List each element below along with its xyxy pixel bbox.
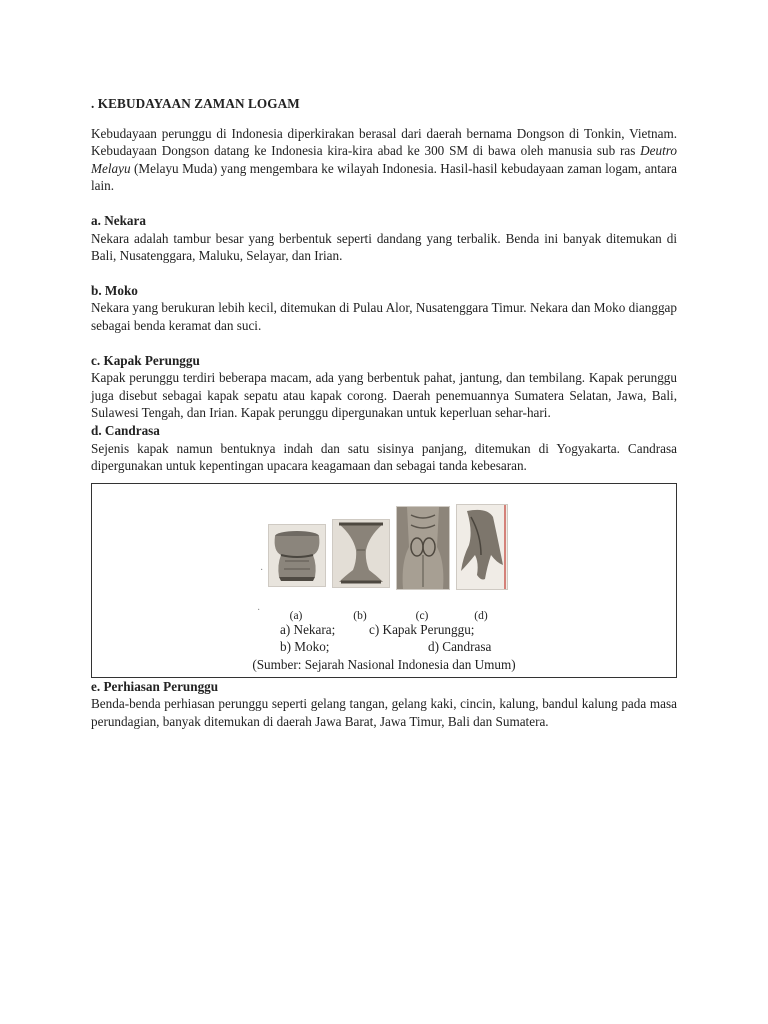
body-moko: Nekara yang berukuran lebih kecil, ditemukan di Pulau Alor, Nusatenggara Timur. Nekara dan Moko dianggap sebagai benda keramat dan suci. — [91, 300, 677, 333]
heading-nekara: a. Nekara — [91, 212, 146, 228]
nekara-drum-icon — [269, 525, 325, 586]
moko-image — [332, 519, 390, 588]
caption-nekara: a) Nekara; — [280, 621, 336, 637]
moko-drum-icon — [333, 520, 389, 587]
bronze-axe-icon — [397, 507, 449, 589]
document-page — [91, 95, 677, 730]
document-title: . KEBUDAYAAN ZAMAN LOGAM — [91, 96, 300, 111]
nekara-image — [268, 524, 326, 587]
intro-italic-term: Deutro Melayu — [91, 143, 677, 176]
candrasa-axe-icon — [457, 505, 507, 589]
body-kapak-perunggu: Kapak perunggu terdiri beberapa macam, ada yang berbentuk pahat, jantung, dan tembilang. Kapak perunggu juga disebut sebagai kapak sepatu atau kapak corong. Daerah penemuannya Sumatera Selatan, Jawa, Bali, Sulawesi Tengah, dan Irian. Kapak perunggu dipergunakan untuk keperluan sehar-hari. — [91, 370, 677, 421]
figure-label-d: (d) — [474, 609, 488, 622]
figure-label-a: (a) — [289, 609, 303, 622]
heading-perhiasan-perunggu: e. Perhiasan Perunggu — [91, 678, 219, 694]
heading-moko: b. Moko — [91, 282, 138, 298]
caption-candrasa: d) Candrasa — [428, 639, 492, 655]
kapak-perunggu-image — [396, 506, 450, 590]
candrasa-image — [456, 504, 508, 590]
figure-source: (Sumber: Sejarah Nasional Indonesia dan Umum) — [252, 656, 516, 672]
body-perhiasan-perunggu: Benda-benda perhiasan perunggu seperti gelang tangan, gelang kaki, cincin, kalung, bandul kalung pada masa perundagian, banyak ditemukan di daerah Jawa Barat, Jawa Timur, Bali dan Sumatera. — [91, 696, 677, 729]
figure-label-b: (b) — [353, 609, 367, 622]
body-candrasa: Sejenis kapak namun bentuknya indah dan satu sisinya panjang, ditemukan di Yogyakarta. Candrasa dipergunakan untuk kepentingan upacara keagamaan dan sebagai tanda kebesaran. — [91, 440, 677, 474]
figure-label-c: (c) — [415, 609, 429, 622]
body-nekara: Nekara adalah tambur besar yang berbentuk seperti dandang yang terbalik. Benda ini banyak ditemukan di Bali, Nusatenggara, Maluku, Selayar, dan Irian. — [91, 230, 677, 264]
intro-paragraph: Kebudayaan perunggu di Indonesia diperkirakan berasal dari daerah bernama Dongson di Tonkin, Vietnam. Kebudayaan Dongson datang ke Indonesia kira-kira abad ke 300 SM di bawa oleh manusia sub ras Deutro Melayu (Melayu Muda) yang mengembara ke wilayah Indonesia. Hasil-hasil kebudayaan zaman logam, antara lain. — [91, 125, 677, 194]
figure-captions — [92, 621, 676, 674]
caption-moko: b) Moko; — [280, 639, 330, 655]
heading-candrasa: d. Candrasa — [91, 422, 160, 438]
heading-kapak-perunggu: c. Kapak Perunggu — [91, 352, 200, 368]
caption-kapak-perunggu: c) Kapak Perunggu; — [369, 621, 475, 637]
figure-box: · · (a) (b) (c) (d) a) Nekara; c) Kapak Perunggu; b) Moko; d) Candrasa (Sumber: Sejarah Nasional Indonesia dan Umum) — [91, 483, 677, 678]
artifact-figures — [268, 504, 508, 622]
